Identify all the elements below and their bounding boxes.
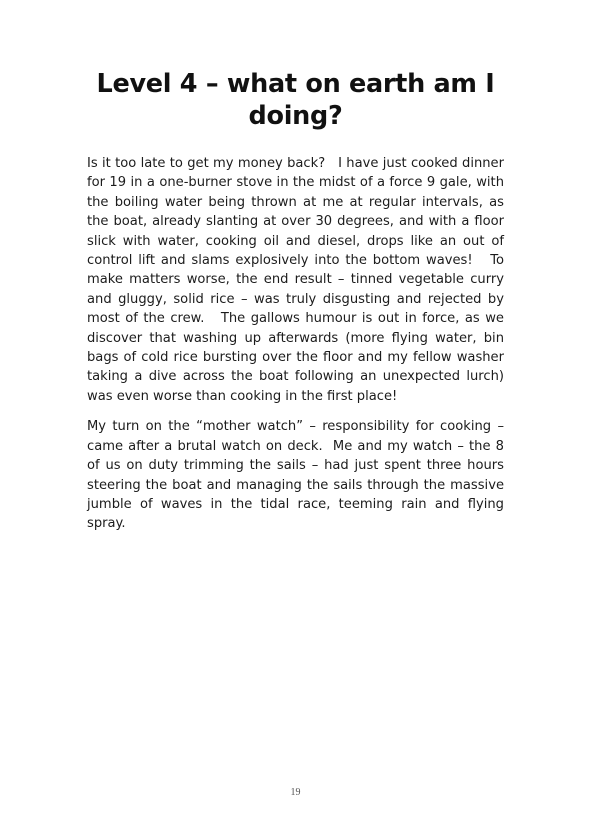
page-title: Level 4 – what on earth am I doing? (96, 69, 495, 131)
page-number: 19 (290, 787, 301, 798)
paragraph: Is it too late to get my money back? I have just cooked dinner for 19 in a one-burner stove in the midst of a force 9 gale, with the boiling water being thrown at me at regular intervals, as the boat, already slanting at over 30 degrees, and with a floor slick with water, cooking oil and diesel, drops like an out of control lift and slams explosively into the bottom waves! To make matters worse, the end result – tinned vegetable curry and gluggy, solid rice – was truly disgusting and rejected by most of the crew. The gallows humour is out in force, as we discover that washing up afterwards (more flying water, bin bags of cold rice bursting over the floor and my fellow washer taking a dive across the boat following an unexpected lurch) was even worse than cooking in the first place! (87, 156, 509, 404)
paragraph: My turn on the “mother watch” – responsibility for cooking – came after a brutal watch on deck. Me and my watch – the 8 of us on duty trimming the sails – had just spent three hours steering the boat and managing the sails through the massive jumble of waves in the tidal race, teeming rain and flying spray. (87, 419, 509, 532)
body-text (87, 154, 509, 545)
